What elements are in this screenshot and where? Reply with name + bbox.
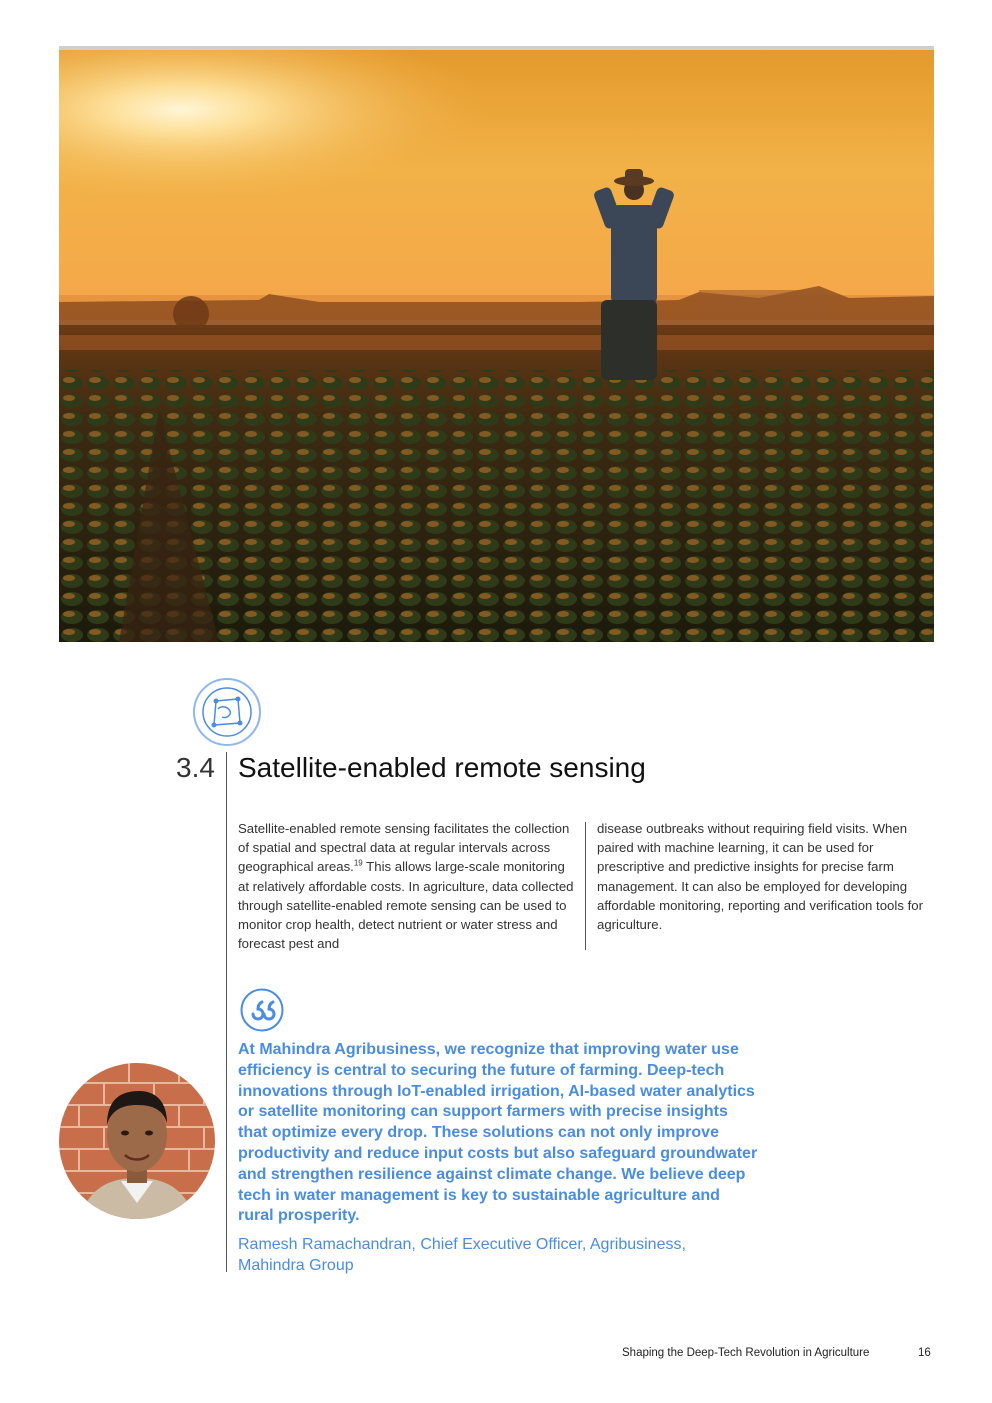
column-divider (585, 822, 586, 950)
footnote-ref[interactable]: 19 (353, 859, 363, 869)
quote-icon (240, 988, 284, 1032)
body-text-left-part1: Satellite-enabled remote sensing facilitates the collection of spatial and spectral data at regular intervals across geographical areas. (238, 821, 570, 875)
portrait-avatar (59, 1063, 215, 1219)
quote-text: At Mahindra Agribusiness, we recognize that improving water use efficiency is central to securing the future of farming. Deep-tech innovations through IoT-enabled irrigation, AI-based water analytics or satellite monitoring can support farmers with precise insights that optimize every drop. These solutions can not only improve productivity and reduce input costs but also safeguard groundwater and strengthen resilience against climate change. We believe deep tech in water management is key to sustainable agriculture and rural prosperity. (238, 1041, 758, 1225)
body-text-left-part2: This allows large-scale monitoring at relatively affordable costs. In agriculture, data collected through satellite-enabled remote sensing can be used to monitor crop health, detect nutrient or water stress and forecast pest and (238, 859, 574, 952)
body-column-left (238, 819, 578, 953)
section-number: 3.4 (176, 752, 215, 783)
quote-attribution: Ramesh Ramachandran, Chief Executive Officer, Agribusiness, Mahindra Group (238, 1236, 686, 1274)
vertical-rule (226, 752, 227, 1272)
page-number: 16 (918, 1347, 931, 1359)
footer-report-title: Shaping the Deep-Tech Revolution in Agriculture (622, 1347, 870, 1359)
globe-network-icon (192, 677, 262, 747)
hero-image-farmer-field-sunset (59, 50, 934, 642)
body-column-right: disease outbreaks without requiring field visits. When paired with machine learning, it can be used for prescriptive and predictive insights for precise farm management. It can also be employed for developing affordable monitoring, reporting and verification tools for agriculture. (597, 821, 923, 933)
section-title: Satellite-enabled remote sensing (238, 752, 646, 783)
